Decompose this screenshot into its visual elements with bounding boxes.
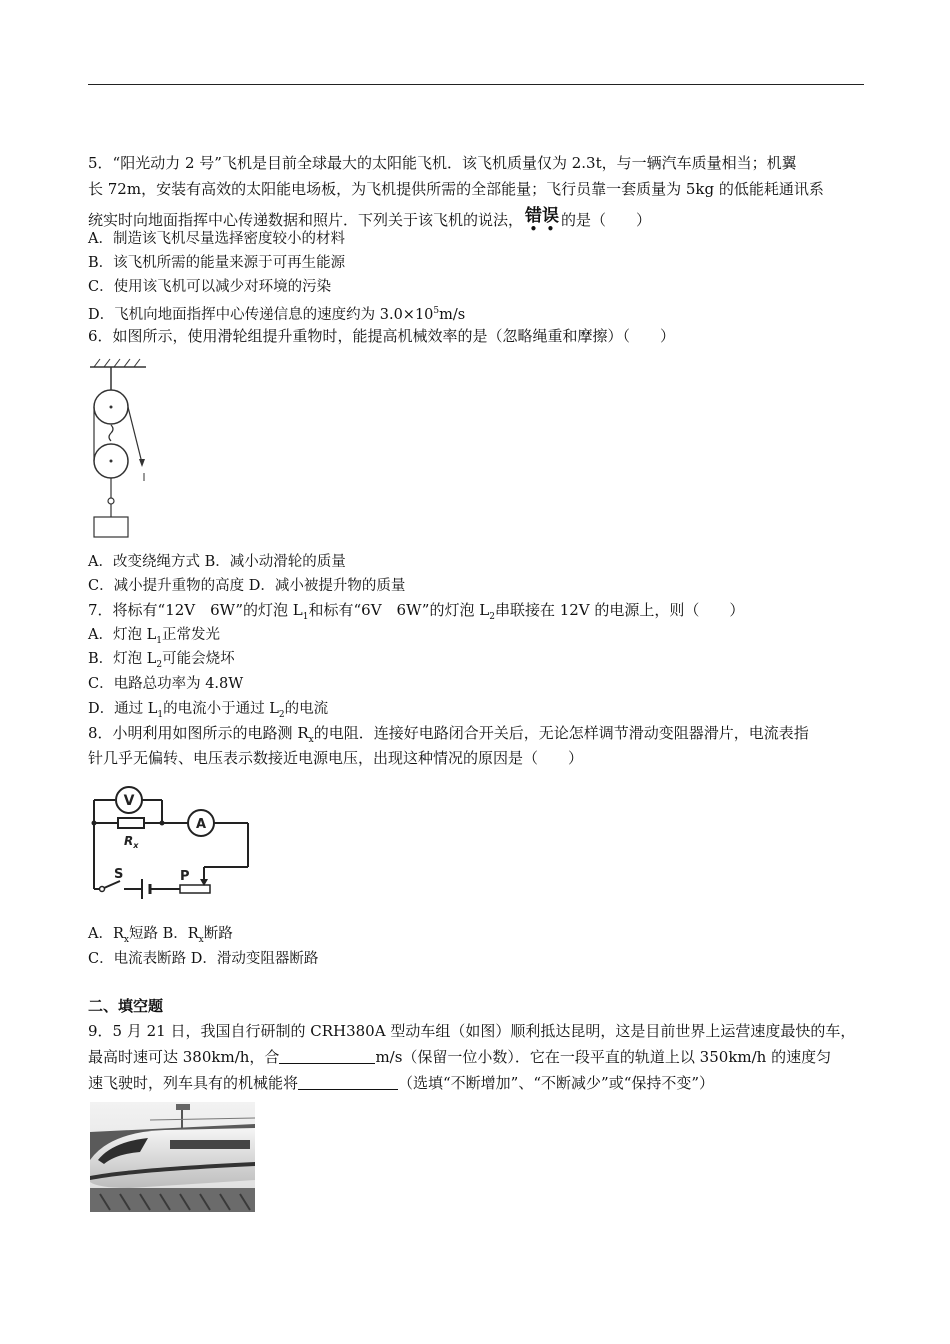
rheostat-symbol — [180, 885, 210, 893]
q5-line3-text: 统实时向地面指挥中心传递数据和照片．下列关于该飞机的说法， — [88, 211, 524, 229]
q6-line1: 6．如图所示，使用滑轮组提升重物时，能提高机械效率的是（忽略绳重和摩擦）（ ） — [88, 327, 676, 345]
q7-option-d: D．通过 $L_1$的电流小于通过 $L_2$的电流 — [88, 701, 329, 720]
q8-options-ab: A．$R_x$短路 B．$R_x$断路 — [88, 926, 233, 945]
header-rule — [88, 84, 864, 85]
q7-option-b: B．灯泡 $L_2$可能会烧坏 — [88, 651, 235, 670]
q8-line2: 针几乎无偏转、电压表示数接近电源电压，出现这种情况的原因是（ ） — [88, 749, 584, 767]
q7-option-a: A．灯泡 $L_1$正常发光 — [88, 627, 220, 646]
q5-option-a: A．制造该飞机尽量选择密度较小的材料 — [88, 231, 345, 247]
resistor-label: $R_x$ — [124, 834, 139, 850]
q5-emphasis-word: 错误 • • — [525, 206, 560, 236]
q9-line1: 9．5 月 21 日，我国自行研制的 CRH380A 型动车组（如图）顺利抵达昆明，这是目前世界上运营速度最快的车， — [88, 1022, 856, 1040]
resistor-symbol — [118, 818, 144, 828]
switch-label: S — [114, 867, 124, 882]
q5-option-d: D．飞机向地面指挥中心传递信息的速度约为 $3.0\times 10^5m/s$ — [88, 306, 466, 323]
q5-line1: 5．“阳光动力 2 号”飞机是目前全球最大的太阳能飞机．该飞机质量仅为 2.3t，与一辆汽车质量相当；机翼 — [88, 154, 797, 172]
train-photo — [90, 1102, 255, 1212]
q6-options-ab: A．改变绕绳方式 B．减小动滑轮的质量 — [88, 554, 346, 570]
q8-line1: 8．小明利用如图所示的电路测 $R_x$的电阻．连接好电路闭合开关后，无论怎样调节滑动变阻器滑片，电流表指 — [88, 724, 809, 745]
q5-option-c: C．使用该飞机可以减少对环境的污染 — [88, 279, 332, 295]
q5-line3-end: 的是（ ） — [561, 211, 652, 229]
q9-blank-2[interactable] — [298, 1075, 398, 1090]
q9-line2: 最高时速可达 380km/h，合 m/s（保留一位小数）．它在一段平直的轨道上以 350km/h 的速度匀 — [88, 1048, 832, 1066]
circuit-figure — [80, 785, 260, 900]
q9-line3: 速飞驶时，列车具有的机械能将 （选填“不断增加”、“不断减少”或“保持不变”） — [88, 1074, 715, 1092]
q8-options-cd: C．电流表断路 D．滑动变阻器断路 — [88, 951, 319, 967]
section-title-fill-in: 二、填空题 — [88, 997, 164, 1015]
voltmeter-label: V — [123, 793, 135, 809]
q6-options-cd: C．减小提升重物的高度 D．减小被提升物的质量 — [88, 578, 406, 594]
q7-option-c: C．电路总功率为 4.8W — [88, 676, 244, 692]
slider-label: P — [180, 869, 190, 884]
q5-option-b: B．该飞机所需的能量来源于可再生能源 — [88, 255, 346, 271]
q9-blank-1[interactable] — [279, 1049, 375, 1064]
pulley-figure — [88, 355, 168, 540]
q5-line2: 长 72m，安装有高效的太阳能电场板，为飞机提供所需的全部能量；飞行员靠一套质量为 5kg 的低能耗通讯系 — [88, 180, 824, 198]
ammeter-label: A — [195, 817, 207, 832]
q7-line1: 7．将标有“12V 6W”的灯泡 $L_1$和标有“6V 6W”的灯泡 $L_2$串联接在 12V 的电源上，则（ ） — [88, 601, 745, 622]
